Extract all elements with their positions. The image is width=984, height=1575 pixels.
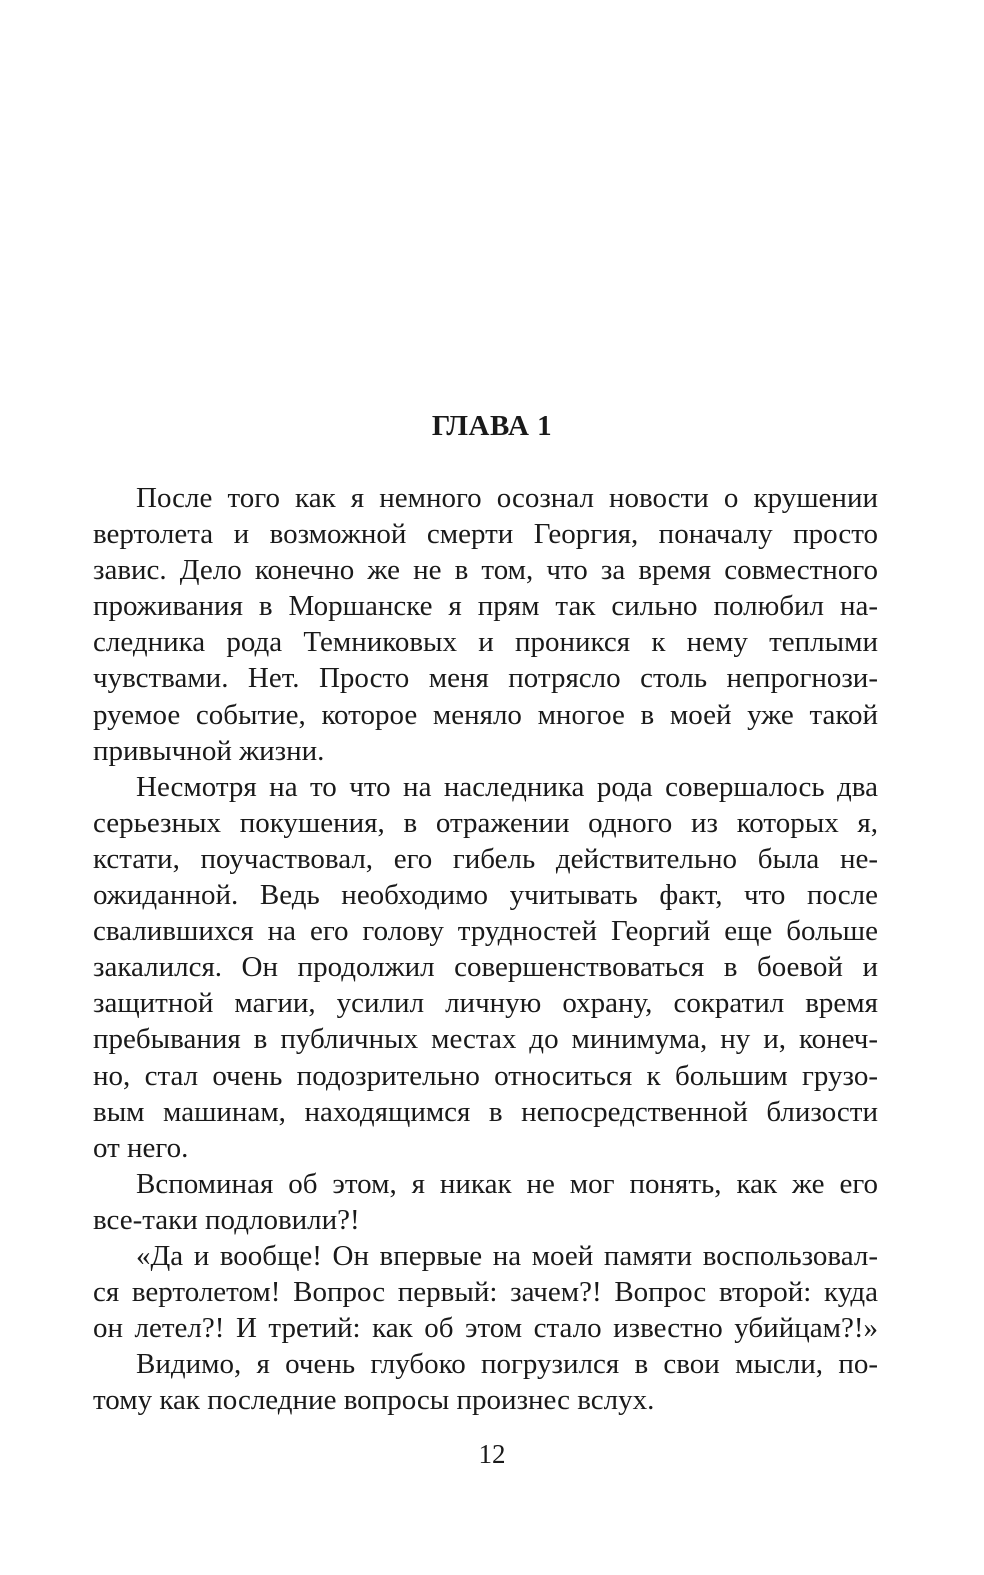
text-line: Видимо, я очень глубоко погрузился в свои мысли, по-: [136, 1348, 878, 1381]
text-line: вым машинам, находящимся в непосредственной близости: [93, 1095, 878, 1128]
text-line: После того как я немного осознал новости о крушении: [136, 482, 878, 514]
text-line: чувствами. Нет. Просто меня потрясло столь непрогнози-: [93, 662, 878, 695]
text-line: он летел?! И третий: как об этом стало известно убийцам?!»: [93, 1312, 878, 1345]
text-line: тому как последние вопросы произнес вслух.: [93, 1384, 655, 1417]
page-number: 12: [478, 1439, 506, 1469]
chapter-title: ГЛАВА 1: [431, 410, 553, 442]
text-line: ся вертолетом! Вопрос первый: зачем?! Вопрос второй: куда: [93, 1276, 878, 1309]
paragraph-3: [93, 1166, 878, 1238]
text-line: ожиданной. Ведь необходимо учитывать факт, что после: [93, 879, 878, 912]
text-line: руемое событие, которое меняло многое в моей уже такой: [93, 698, 878, 731]
text-line: привычной жизни.: [93, 734, 325, 767]
text-line: кстати, поучаствовал, его гибель действительно была не-: [93, 842, 878, 875]
text-line: закалился. Он продолжил совершенствоваться в боевой и: [93, 951, 878, 984]
text-line: вертолета и возможной смерти Георгия, поначалу просто: [93, 518, 878, 551]
text-line: все-таки подловили?!: [93, 1203, 360, 1236]
paragraph-2: [93, 769, 878, 1166]
paragraph-4: [93, 1238, 878, 1346]
text-line: следника рода Темниковых и проникся к нему теплыми: [93, 626, 878, 659]
text-line: проживания в Моршанске я прям так сильно полюбил на-: [93, 590, 878, 623]
text-line: от него.: [93, 1131, 189, 1164]
paragraph-5: [93, 1346, 878, 1418]
paragraph-1: [93, 480, 878, 769]
chapter-body: [93, 480, 878, 1418]
text-line: завис. Дело конечно же не в том, что за время совместного: [93, 554, 878, 587]
text-line: Несмотря на то что на наследника рода совершалось два: [136, 770, 878, 803]
text-line: свалившихся на его голову трудностей Георгий еще больше: [93, 915, 878, 948]
text-line: Вспоминая об этом, я никак не мог понять, как же его: [136, 1167, 878, 1200]
text-line: пребывания в публичных местах до минимума, ну и, конеч-: [93, 1023, 878, 1056]
text-line: защитной магии, усилил личную охрану, сократил время: [93, 987, 878, 1020]
text-line: серьезных покушения, в отражении одного из которых я,: [93, 806, 878, 839]
text-line: но, стал очень подозрительно относиться к большим грузо-: [93, 1059, 878, 1092]
text-line: «Да и вообще! Он впервые на моей памяти воспользовал-: [136, 1239, 878, 1272]
